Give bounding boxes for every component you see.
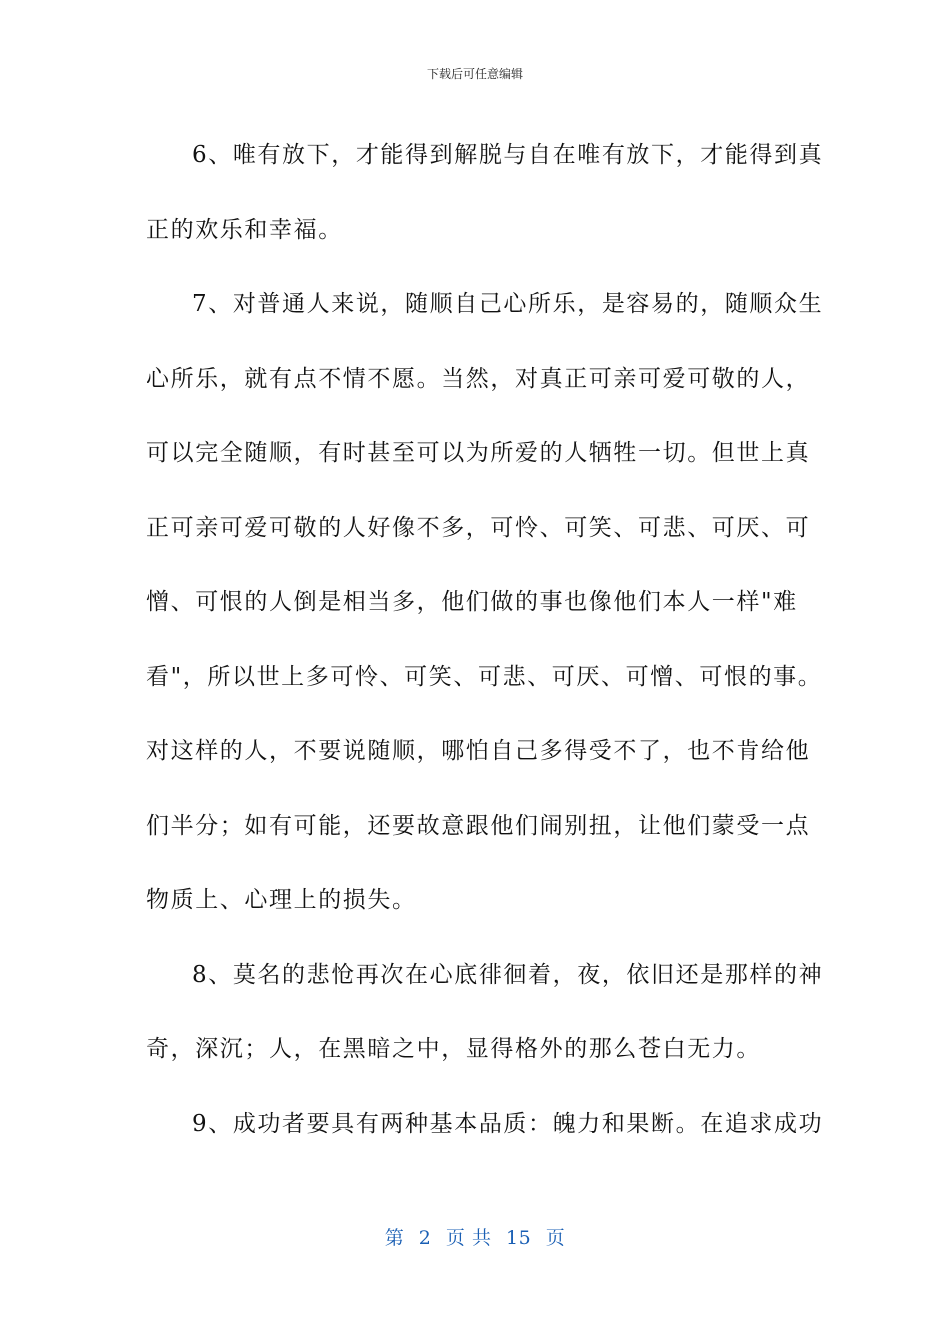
paragraph-6 bbox=[146, 118, 824, 267]
text-line: 6、唯有放下，才能得到解脱与自在唯有放下，才能得到真 bbox=[192, 142, 824, 168]
text-line: 心所乐，就有点不情不愿。当然，对真正可亲可爱可敬的人， bbox=[146, 365, 811, 392]
footer-prefix: 第 bbox=[384, 1227, 405, 1249]
page-number-footer bbox=[0, 1226, 950, 1250]
text-line: 8、莫名的悲怆再次在心底徘徊着，夜，依旧还是那样的神 bbox=[192, 961, 824, 988]
paragraph-9 bbox=[146, 1087, 824, 1162]
text-line: 可以完全随顺，有时甚至可以为所爱的人牺牲一切。但世上真 bbox=[146, 440, 811, 466]
text-line: 奇，深沉；人，在黑暗之中，显得格外的那么苍白无力。 bbox=[146, 1036, 761, 1062]
text-line: 对这样的人，不要说随顺，哪怕自己多得受不了，也不肯给他 bbox=[146, 738, 811, 764]
text-line: 憎、可恨的人倒是相当多，他们做的事也像他们本人一样"难 bbox=[146, 589, 798, 615]
text-line: 正可亲可爱可敬的人好像不多，可怜、可笑、可悲、可厌、可 bbox=[146, 514, 811, 541]
text-line: 看"，所以世上多可怜、可笑、可悲、可厌、可憎、可恨的事。 bbox=[146, 663, 823, 690]
text-line: 物质上、心理上的损失。 bbox=[146, 887, 417, 913]
page-header-note: 下载后可任意编辑 bbox=[426, 67, 523, 81]
text-line: 9、成功者要具有两种基本品质：魄力和果断。在追求成功 bbox=[192, 1110, 824, 1137]
paragraph-7 bbox=[146, 267, 824, 938]
document-body bbox=[146, 118, 824, 1161]
current-page-number: 2 bbox=[418, 1227, 432, 1249]
footer-suffix: 页 bbox=[545, 1227, 566, 1249]
footer-middle: 页 共 bbox=[445, 1227, 492, 1249]
paragraph-8 bbox=[146, 938, 824, 1087]
total-page-count: 15 bbox=[506, 1227, 532, 1249]
text-line: 正的欢乐和幸福。 bbox=[146, 216, 343, 243]
text-line: 7、对普通人来说，随顺自己心所乐，是容易的，随顺众生 bbox=[192, 291, 824, 317]
text-line: 们半分；如有可能，还要故意跟他们闹别扭，让他们蒙受一点 bbox=[146, 812, 811, 839]
